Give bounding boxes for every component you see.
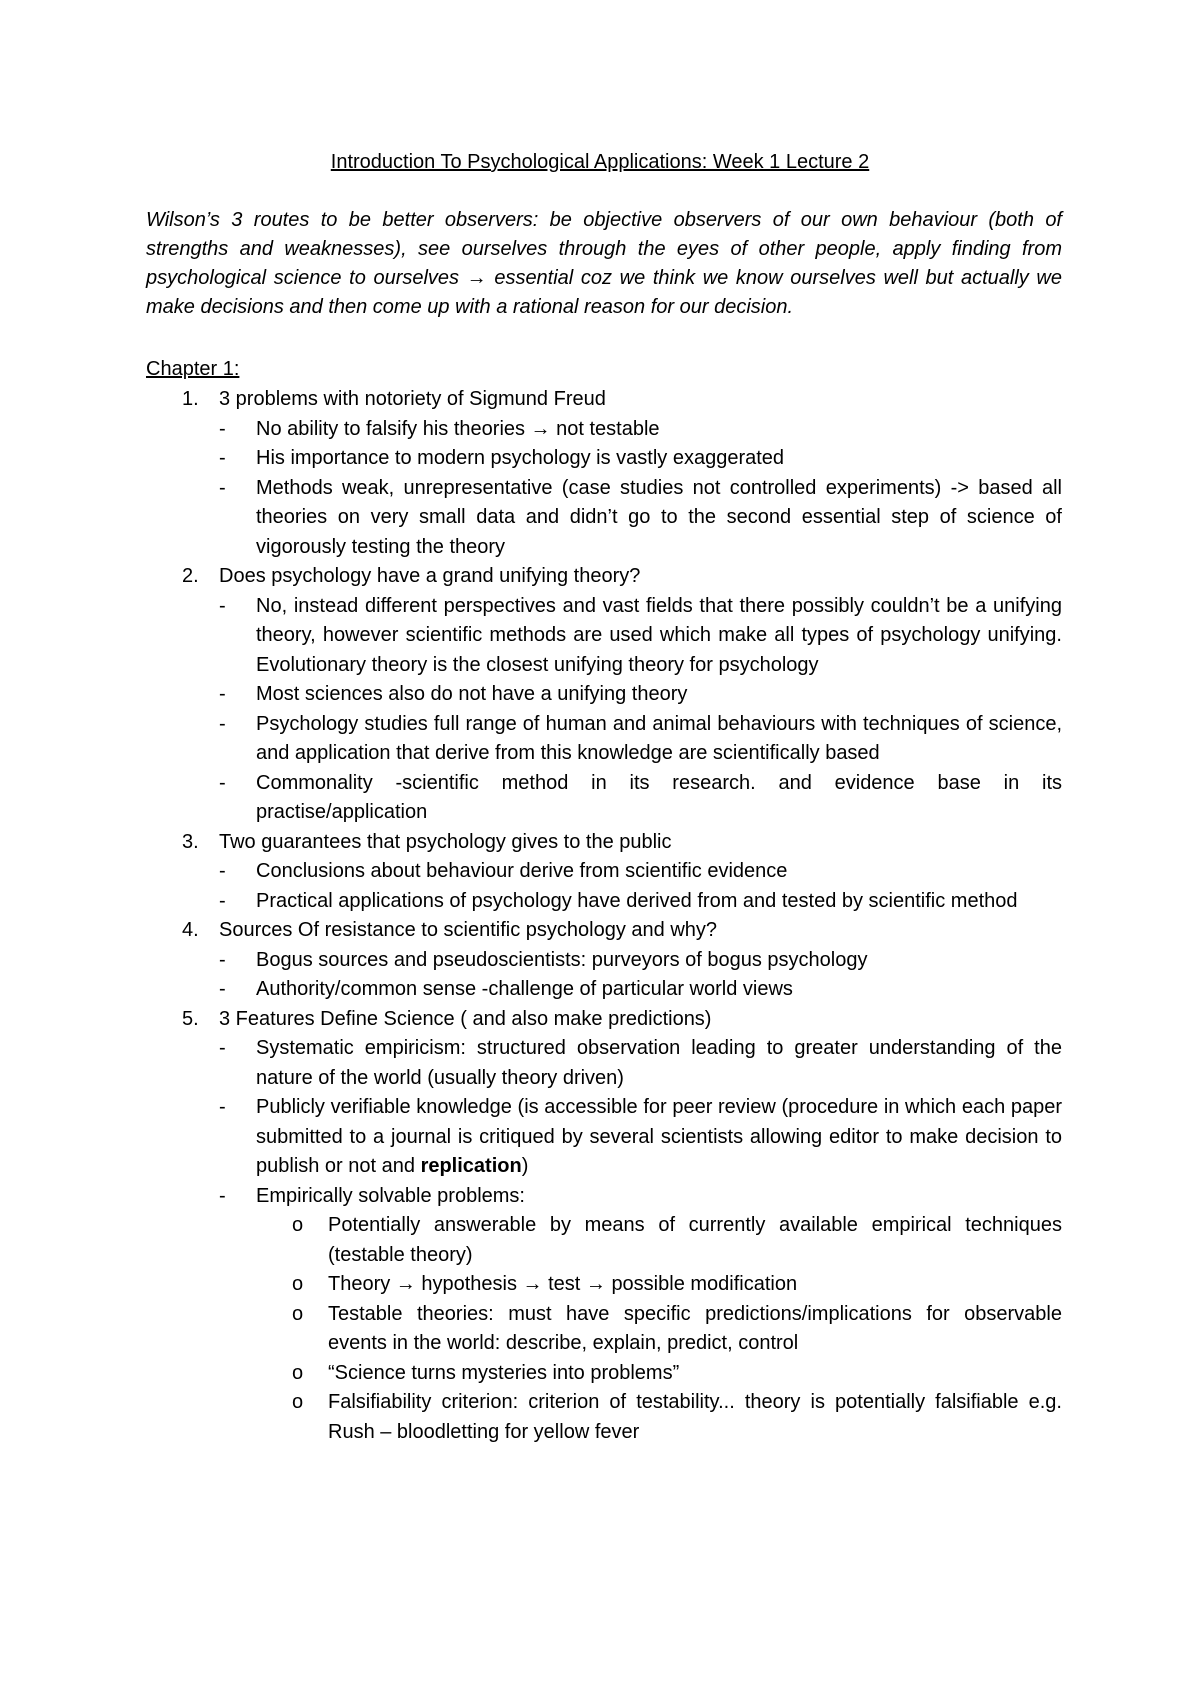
sub-item-tail: ) — [521, 1155, 529, 1177]
dash-marker: - — [219, 712, 226, 735]
item-text: Does psychology have a grand unifying theory? — [219, 565, 641, 587]
sub-sub-item-text: Testable theories: must have specific predictions/implications for observable events in the world: describe, explain, predict, control — [328, 1302, 1062, 1354]
dash-marker: - — [219, 889, 226, 912]
sub-sub-item-text: Potentially answerable by means of currently available empirical techniques (testable theory) — [328, 1214, 1062, 1266]
dash-marker: - — [219, 683, 226, 705]
item-number: 1. — [182, 388, 199, 410]
document-title: Introduction To Psychological Applications: Week 1 Lecture 2 — [330, 151, 870, 173]
circle-marker: o — [292, 1214, 304, 1236]
sub-item — [146, 1034, 1062, 1093]
sub-item — [146, 474, 1062, 563]
list-item — [146, 916, 1062, 1005]
item-text: 3 Features Define Science ( and also make predictions) — [219, 1007, 712, 1030]
item-number: 2. — [182, 565, 199, 587]
dash-marker: - — [219, 948, 226, 971]
sub-item-text: Bogus sources and pseudoscientists: purveyors of bogus psychology — [256, 948, 868, 971]
sub-item — [146, 592, 1062, 681]
sub-sub-item — [146, 1270, 1062, 1300]
sub-item — [146, 887, 1062, 917]
dash-marker: - — [219, 978, 226, 1000]
list-item — [146, 828, 1062, 917]
dash-marker: - — [219, 1037, 226, 1059]
item-text: Two guarantees that psychology gives to the public — [219, 830, 672, 853]
list-item — [146, 562, 1062, 828]
circle-marker: o — [292, 1302, 304, 1325]
sub-item — [146, 769, 1062, 828]
sub-item-text: Methods weak, unrepresentative (case studies not controlled experiments) -> based all theories on very small data and didn’t go to the second essential step of science of vigorously testing the theory — [256, 476, 1062, 558]
item-text: 3 problems with notoriety of Sigmund Freud — [219, 388, 606, 410]
sub-item-text: Systematic empiricism: structured observation leading to greater understanding of the nature of the world (usually theory driven) — [256, 1037, 1062, 1089]
circle-marker: o — [292, 1361, 304, 1384]
sub-sub-item — [146, 1359, 1062, 1389]
sub-item-text: No, instead different perspectives and vast fields that there possibly couldn’t be a unifying theory, however scientific methods are used which make all types of psychology unifying. Evolutionary theory is the closest unifying theory for psychology — [256, 594, 1062, 676]
sub-item — [146, 710, 1062, 769]
sub-sub-item-text: Theory → hypothesis → test → possible modification — [328, 1273, 798, 1295]
sub-item-text: Commonality -scientific method in its research. and evidence base in its practise/application — [256, 771, 1062, 823]
chapter-list — [146, 385, 1062, 1447]
sub-item-text: Empirically solvable problems: — [256, 1184, 525, 1207]
dash-marker: - — [219, 1096, 226, 1118]
dash-marker: - — [219, 417, 226, 440]
intro-paragraph: Wilson’s 3 routes to be better observers: be objective observers of our own behaviour (both of strengths and weaknesses), see ourselves through the eyes of other people, apply finding from psychological science to ourselves → essential coz we think we know ourselves well but actually we make decisions and then come up with a rational reason for our decision. — [146, 209, 1062, 318]
sub-item-text: Conclusions about behaviour derive from scientific evidence — [256, 860, 788, 882]
sub-item-text: Psychology studies full range of human and animal behaviours with techniques of science, and application that derive from this knowledge are scientifically based — [256, 712, 1062, 764]
item-number: 5. — [182, 1007, 199, 1030]
sub-sub-item — [146, 1300, 1062, 1359]
item-number: 3. — [182, 830, 199, 853]
list-item — [146, 385, 1062, 562]
circle-marker: o — [292, 1391, 304, 1413]
dash-marker: - — [219, 1184, 226, 1207]
replication-bold-text: replication — [420, 1155, 522, 1177]
circle-marker: o — [292, 1273, 304, 1295]
sub-item — [146, 946, 1062, 976]
sub-item-text: Most sciences also do not have a unifying theory — [256, 683, 688, 705]
sub-sub-item-text: “Science turns mysteries into problems” — [328, 1361, 680, 1384]
sub-sub-item-text: Falsifiability criterion: criterion of testability... theory is potentially falsifiable e.g. Rush – bloodletting for yellow fever — [328, 1391, 1062, 1443]
sub-item-text: Practical applications of psychology have derived from and tested by scientific method — [256, 889, 1018, 912]
dash-marker: - — [219, 447, 226, 469]
dash-marker: - — [219, 860, 226, 882]
sub-item — [146, 680, 1062, 710]
sub-item — [146, 444, 1062, 474]
item-number: 4. — [182, 919, 199, 941]
sub-item — [146, 1093, 1062, 1182]
dash-marker: - — [219, 476, 226, 499]
sub-item-text: No ability to falsify his theories → not testable — [256, 417, 660, 440]
sub-item-text: His importance to modern psychology is vastly exaggerated — [256, 447, 785, 469]
item-text: Sources Of resistance to scientific psychology and why? — [219, 919, 718, 941]
sub-item — [146, 975, 1062, 1005]
chapter-heading: Chapter 1: — [146, 358, 240, 380]
list-item — [146, 1005, 1062, 1448]
sub-item-text: Authority/common sense -challenge of particular world views — [256, 978, 793, 1000]
sub-item — [146, 1182, 1062, 1212]
sub-item — [146, 857, 1062, 887]
sub-item — [146, 415, 1062, 445]
dash-marker: - — [219, 594, 226, 617]
sub-sub-item — [146, 1211, 1062, 1270]
sub-item-text: Publicly verifiable knowledge (is accessible for peer review (procedure in which each paper submitted to a journal is critiqued by several scientists allowing editor to make decision to publish or not and — [256, 1096, 1062, 1177]
dash-marker: - — [219, 771, 226, 794]
sub-sub-item — [146, 1388, 1062, 1447]
